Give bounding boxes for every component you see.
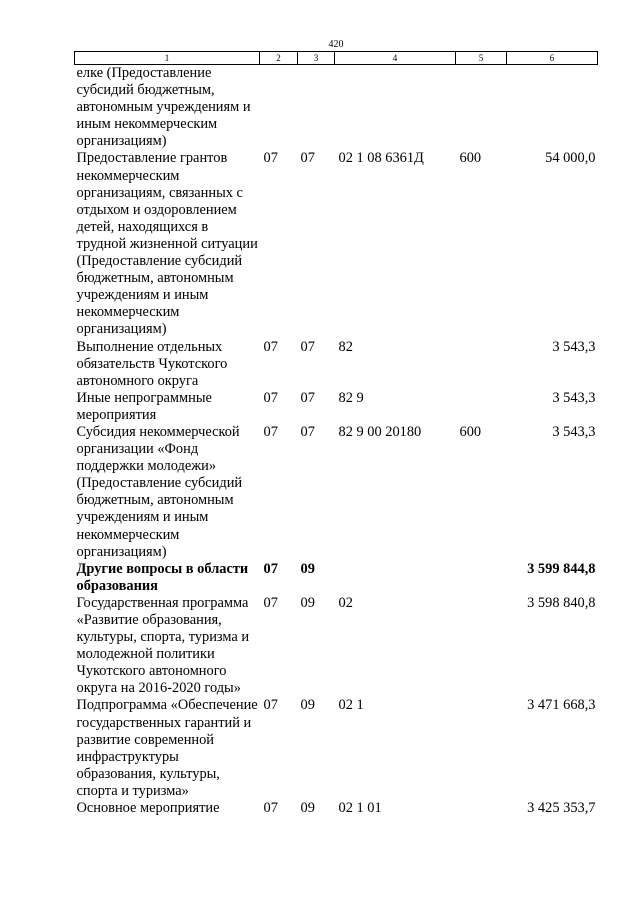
row-subsection xyxy=(298,65,335,151)
budget-table xyxy=(74,51,598,817)
row-section: 07 xyxy=(263,389,278,406)
row-amount: 3 543,3 xyxy=(552,423,596,440)
row-target-article: 82 xyxy=(338,338,353,355)
row-subsection: 07 xyxy=(300,150,315,167)
table-row xyxy=(75,150,598,338)
row-name: Предоставление грантов некоммерческим организациям, связанных с отдыхом и оздоровлением детей, находящихся в трудной жизненной ситуации (Предоставление субсидий бюджетным, автономным учреждениям и иным некоммерческим организациям) xyxy=(76,150,258,338)
row-amount: 3 543,3 xyxy=(552,338,596,355)
row-name: Подпрограмма «Обеспечение государственных гарантий и развитие современной инфраструктуры образования, культуры, спорта и туризма» xyxy=(76,697,258,799)
row-target-article xyxy=(335,65,456,151)
row-section xyxy=(260,65,298,151)
row-expense-type xyxy=(456,339,507,390)
row-subsection: 09 xyxy=(300,800,315,817)
header-row xyxy=(75,52,598,65)
row-subsection: 07 xyxy=(300,338,315,355)
table-header xyxy=(75,52,598,65)
row-target-article: 02 xyxy=(338,594,353,611)
row-section: 07 xyxy=(263,697,278,714)
column-header-5: 5 xyxy=(456,52,507,65)
column-header-3: 3 xyxy=(298,52,335,65)
row-name: Субсидия некоммерческой организации «Фонд поддержки молодежи» (Предоставление субсидий бюджетным, автономным учреждениям и иным некоммерческим организациям) xyxy=(76,423,243,560)
row-name: Другие вопросы в области образования xyxy=(76,560,249,594)
row-amount: 3 599 844,8 xyxy=(527,560,596,577)
row-name: Иные непрограммные мероприятия xyxy=(76,389,212,423)
row-expense-type: 600 xyxy=(459,150,482,167)
table-row xyxy=(75,561,598,595)
row-subsection: 07 xyxy=(300,423,315,440)
row-target-article: 02 1 08 6361Д xyxy=(338,150,424,167)
row-section: 07 xyxy=(263,560,278,577)
row-name: Основное мероприятие xyxy=(76,800,220,817)
row-target-article: 82 9 00 20180 xyxy=(338,423,422,440)
row-section: 07 xyxy=(263,150,278,167)
row-section: 07 xyxy=(263,338,278,355)
row-expense-type xyxy=(456,390,507,424)
row-subsection: 09 xyxy=(300,594,315,611)
row-target-article: 02 1 xyxy=(338,697,364,714)
row-section: 07 xyxy=(263,594,278,611)
row-subsection: 07 xyxy=(300,389,315,406)
table-row xyxy=(75,390,598,424)
row-target-article: 82 9 xyxy=(338,389,364,406)
row-section: 07 xyxy=(263,423,278,440)
row-subsection: 09 xyxy=(300,697,315,714)
row-expense-type xyxy=(456,595,507,698)
row-target-article xyxy=(335,561,456,595)
row-amount: 3 543,3 xyxy=(552,389,596,406)
table-row xyxy=(75,424,598,561)
row-expense-type: 600 xyxy=(459,423,482,440)
row-amount: 3 471 668,3 xyxy=(527,697,596,714)
table-body xyxy=(75,65,598,818)
row-name: Выполнение отдельных обязательств Чукотского автономного округа xyxy=(76,338,228,389)
row-subsection: 09 xyxy=(300,560,315,577)
row-target-article: 02 1 01 xyxy=(338,800,382,817)
table-row xyxy=(75,697,598,800)
row-name: елке (Предоставление субсидий бюджетным, автономным учреждениям и иным некоммерческим организациям) xyxy=(76,65,251,150)
table-row xyxy=(75,595,598,698)
row-expense-type xyxy=(456,697,507,800)
table-row xyxy=(75,339,598,390)
page-number: 420 xyxy=(328,39,344,50)
column-header-2: 2 xyxy=(260,52,298,65)
table-row xyxy=(75,65,598,151)
row-amount: 54 000,0 xyxy=(545,150,596,167)
row-amount xyxy=(507,65,598,151)
row-expense-type xyxy=(456,800,507,817)
row-amount: 3 598 840,8 xyxy=(527,594,596,611)
column-header-1: 1 xyxy=(75,52,260,65)
row-section: 07 xyxy=(263,800,278,817)
row-amount: 3 425 353,7 xyxy=(527,800,596,817)
row-expense-type xyxy=(456,65,507,151)
row-name: Государственная программа «Развитие образования, культуры, спорта, туризма и молодежной политики Чукотского автономного округа на 2016-2020 годы» xyxy=(76,594,250,697)
column-header-4: 4 xyxy=(335,52,456,65)
table-row xyxy=(75,800,598,817)
column-header-6: 6 xyxy=(507,52,598,65)
row-expense-type xyxy=(456,561,507,595)
